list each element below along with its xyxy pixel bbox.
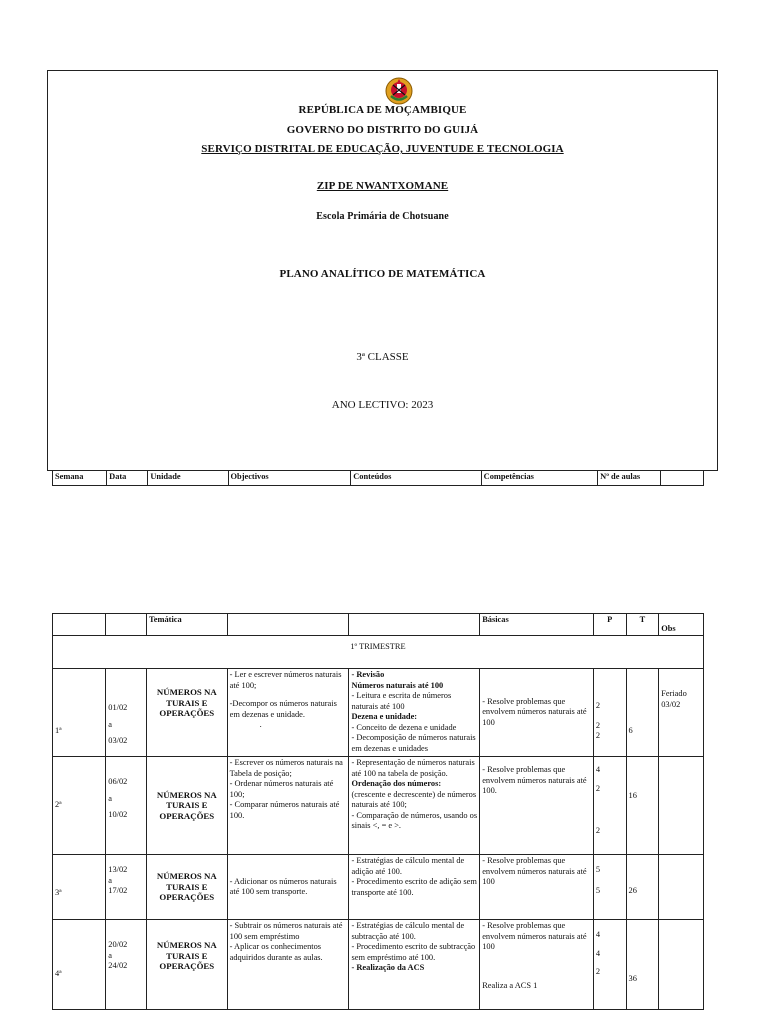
week-cell: 1ª [53,669,106,757]
trimester-label: 1º TRIMESTRE [53,636,704,669]
plan-title: PLANO ANALÍTICO DE MATEMÁTICA [279,268,486,280]
p-cell: 4 2 2 [593,757,626,855]
objectives-cell: - Subtrair os números naturais até 100 sem empréstimo - Aplicar os conhecimentos adquiridos durante as aulas. [227,920,349,1010]
t-cell: 36 [626,920,659,1010]
week-cell: 4ª [53,920,106,1010]
p-cell: 5 5 [593,855,626,920]
school-name: Escola Primária de Chotsuane [316,211,449,222]
col-t: T [626,614,659,636]
topic-cell: NÚMEROS NA TURAIS E OPERAÇÕES [146,855,227,920]
date-cell: 06/02 a 10/02 [106,757,147,855]
col-empty [660,471,703,486]
p-cell: 4 4 2 [593,920,626,1010]
country-title: REPÚBLICA DE MOÇAMBIQUE [298,104,467,116]
service-title: SERVIÇO DISTRITAL DE EDUCAÇÃO, JUVENTUDE E TECNOLOGIA [201,143,564,155]
contents-cell: - Representação de números naturais até 100 na tabela de posição. Ordenação dos números: (crescente e decrescente) de números naturais até 100; - Comparação de números, usando os sinais <, = e >. [349,757,480,855]
contents-cell: - Estratégias de cálculo mental de adição até 100. - Procedimento escrito de adição sem transporte até 100. [349,855,480,920]
col-objectivos: Objectivos [228,471,351,486]
competencies-cell: - Resolve problemas que envolvem números naturais até 100 [480,669,594,757]
date-cell: 13/02 a 17/02 [106,855,147,920]
objectives-cell: - Escrever os números naturais na Tabela de posição; - Ordenar números naturais até 100; - Comparar números naturais até 100. [227,757,349,855]
class-label: 3ª CLASSE [356,351,409,363]
table-row [53,920,704,1010]
col-data: Data [107,471,148,486]
table-row [53,471,704,486]
table-row [53,757,704,855]
t-cell: 16 [626,757,659,855]
col-conteudos: Conteúdos [351,471,481,486]
col-competencias: Competências [481,471,597,486]
government-title: GOVERNO DO DISTRITO DO GUIJÁ [286,124,479,136]
competencies-cell: - Resolve problemas que envolvem números naturais até 100 Realiza a ACS 1 [480,920,594,1010]
mozambique-emblem-icon [384,76,414,106]
objectives-cell: - Ler e escrever números naturais até 100; -Decompor os números naturais em dezenas e unidade. . [227,669,349,757]
objectives-cell: - Adicionar os números naturais até 100 sem transporte. [227,855,349,920]
table-row [53,669,704,757]
date-cell: 01/02 a 03/02 [106,669,147,757]
col-semana: Semana [53,471,107,486]
t-cell: 26 [626,855,659,920]
week-cell: 2ª [53,757,106,855]
competencies-cell: - Resolve problemas que envolvem números naturais até 100. [480,757,594,855]
col-obs: Obs [659,614,704,636]
obs-cell: Feriado 03/02 [659,669,704,757]
zip-title: ZIP DE NWANTXOMANE [316,180,449,192]
t-cell: 6 [626,669,659,757]
contents-cell: - Revisão Números naturais até 100 - Leitura e escrita de números naturais até 100 Dezena e unidade: - Conceito de dezena e unidade - Decomposição de números naturais em dezenas e unidades [349,669,480,757]
col-p: P [593,614,626,636]
competencies-cell: - Resolve problemas que envolvem números naturais até 100 [480,855,594,920]
contents-cell: - Estratégias de cálculo mental de subtracção até 100. - Procedimento escrito de subtracção sem empréstimo até 100. - Realização da ACS [349,920,480,1010]
table-row [53,636,704,669]
col-basicas: Básicas [480,614,594,636]
week-cell: 3ª [53,855,106,920]
plan-table [52,613,704,1010]
col-unidade: Unidade [148,471,228,486]
p-cell: 2 2 2 [593,669,626,757]
topic-cell: NÚMEROS NA TURAIS E OPERAÇÕES [146,920,227,1010]
table-row [53,614,704,636]
school-year: ANO LECTIVO: 2023 [331,399,434,411]
table-row [53,855,704,920]
topic-cell: NÚMEROS NA TURAIS E OPERAÇÕES [146,669,227,757]
col-tematica: Temática [146,614,227,636]
date-cell: 20/02 a 24/02 [106,920,147,1010]
topic-cell: NÚMEROS NA TURAIS E OPERAÇÕES [146,757,227,855]
col-aulas: Nº de aulas [598,471,660,486]
plan-header-table [52,470,704,486]
